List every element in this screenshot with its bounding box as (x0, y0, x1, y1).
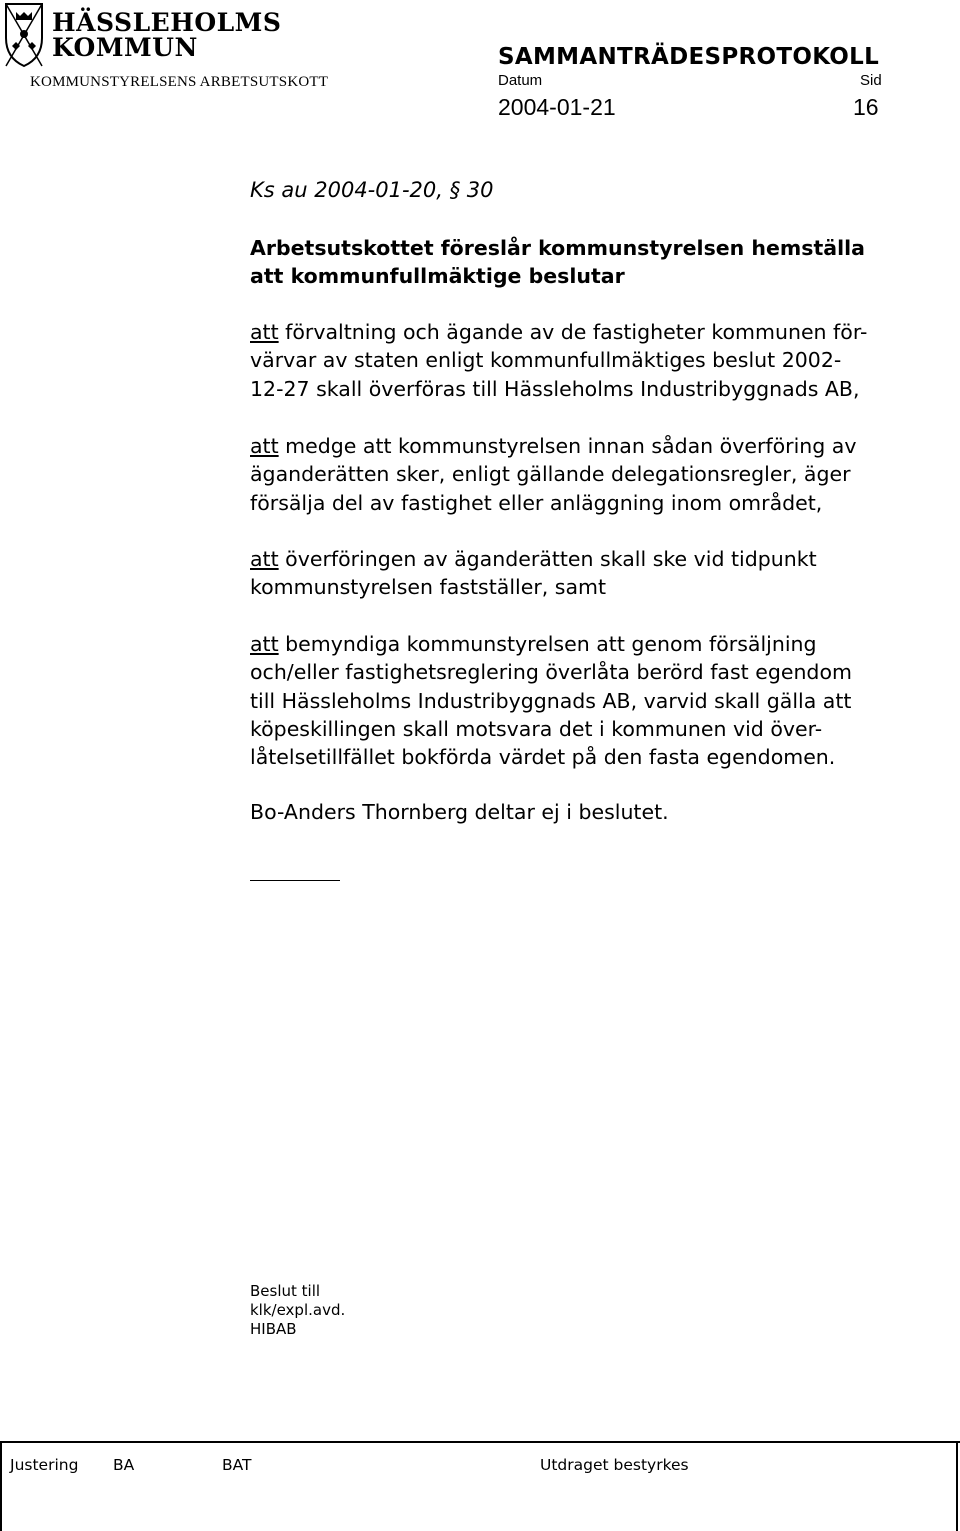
paragraph-line: kommunstyrelsen fastställer, samt (250, 575, 607, 600)
decision-paragraph (250, 318, 960, 403)
signature-initials: BAT (222, 1456, 252, 1474)
proposal-heading (250, 234, 950, 290)
att-keyword: att (250, 632, 279, 656)
att-keyword: att (250, 434, 279, 458)
recusal-note: Bo-Anders Thornberg deltar ej i beslutet. (250, 800, 669, 824)
signature-initials: BA (113, 1456, 135, 1474)
paragraph-line: värvar av staten enligt kommunfullmäktiges beslut 2002- (250, 348, 842, 373)
paragraph-line: låtelsetillfället bokförda värdet på den fasta egendomen. (250, 745, 836, 770)
separator-line (250, 880, 340, 881)
heading-line: Arbetsutskottet föreslår kommunstyrelsen hemställa (250, 236, 865, 260)
paragraph-line: medge att kommunstyrelsen innan sådan överföring av (278, 434, 857, 458)
footer-divider (0, 1441, 960, 1443)
department-name: KOMMUNSTYRELSENS ARBETSUTSKOTT (30, 74, 329, 90)
document-type-title: SAMMANTRÄDESPROTOKOLL (498, 44, 880, 70)
att-keyword: att (250, 320, 279, 344)
municipal-coat-of-arms-icon (0, 0, 48, 70)
paragraph-line: äganderätten sker, enligt gällande delegationsregler, äger (250, 462, 851, 487)
distribution-list (250, 1282, 345, 1339)
organization-name-line2: KOMMUN (52, 33, 198, 62)
decision-paragraph (250, 545, 960, 602)
paragraph-line: köpeskillingen skall motsvara det i kommunen vid över- (250, 716, 823, 741)
organization-name: HÄSSLEHOLMS (52, 8, 282, 37)
page-label: Sid (860, 72, 882, 89)
footer-border (0, 1441, 2, 1531)
distribution-item: Beslut till (250, 1282, 321, 1300)
paragraph-line: försälja del av fastighet eller anläggning inom området, (250, 490, 823, 515)
case-reference: Ks au 2004-01-20, § 30 (250, 178, 494, 202)
footer-border (956, 1441, 958, 1531)
paragraph-line: förvaltning och ägande av de fastigheter kommunen för- (278, 320, 868, 344)
att-keyword: att (250, 547, 279, 571)
paragraph-line: bemyndiga kommunstyrelsen att genom försäljning (278, 632, 817, 656)
decision-paragraph (250, 432, 960, 517)
justering-label: Justering (10, 1456, 79, 1474)
paragraph-line: överföringen av äganderätten skall ske vid tidpunkt (278, 547, 817, 571)
page-number: 16 (853, 94, 879, 120)
heading-line: att kommunfullmäktige beslutar (250, 264, 625, 288)
date-label: Datum (498, 72, 543, 89)
paragraph-line: och/eller fastighetsreglering överlåta berörd fast egendom (250, 660, 852, 685)
paragraph-line: 12-27 skall överföras till Hässleholms Industribyggnads AB, (250, 376, 860, 401)
paragraph-line: till Hässleholms Industribyggnads AB, varvid skall gälla att (250, 688, 852, 713)
certification-label: Utdraget bestyrkes (540, 1456, 689, 1474)
decision-paragraph (250, 630, 960, 771)
distribution-item: HIBAB (250, 1320, 297, 1338)
date-value: 2004-01-21 (498, 94, 616, 120)
distribution-item: klk/expl.avd. (250, 1301, 346, 1319)
